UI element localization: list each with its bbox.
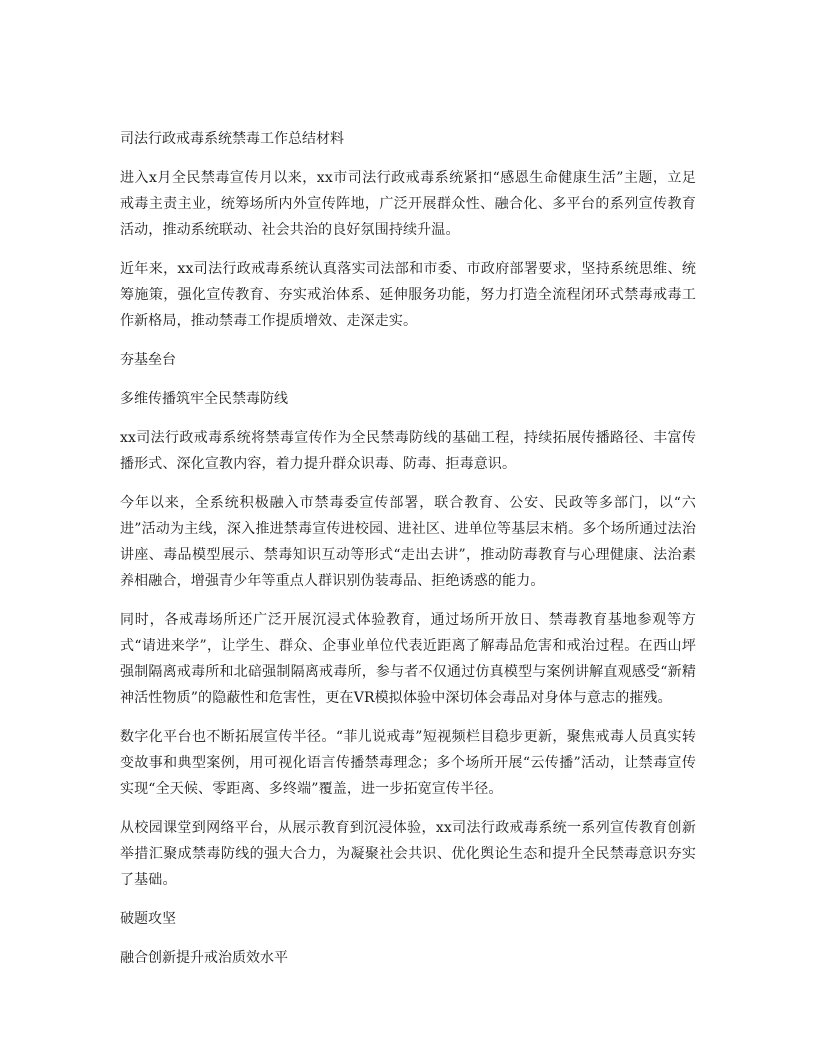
section2-subheading: 融合创新提升戒治质效水平 [120,950,288,966]
document-title: 司法行政戒毒系统禁毒工作总结材料 [120,131,344,147]
section1-paragraph-3: 同时，各戒毒场所还广泛开展沉浸式体验教育，通过场所开放日、禁毒教育基地参观等方式“请进来学”，让学生、群众、企事业单位代表近距离了解毒品危害和戒治过程。在西山坪强制隔离戒毒所和北碚强制隔离戒毒所，参与者不仅通过仿真模型与案例讲解直观感受“新精神活性物质”的隐蔽性和危害性，更在VR模拟体验中深切体会毒品对身体与意志的摧残。 [120,612,696,706]
section1-paragraph-1: xx司法行政戒毒系统将禁毒宣传作为全民禁毒防线的基础工程，持续拓展传播路径、丰富传播形式、深化宣教内容，着力提升群众识毒、防毒、拒毒意识。 [120,430,696,472]
section1-paragraph-4: 数字化平台也不断拓展宣传半径。“菲儿说戒毒”短视频栏目稳步更新，聚焦戒毒人员真实转变故事和典型案例，用可视化语言传播禁毒理念；多个场所开展“云传播”活动，让禁毒宣传实现“全天候、零距离、多终端”覆盖，进一步拓宽宣传半径。 [120,729,696,797]
intro-paragraph-1: 进入x月全民禁毒宣传月以来，xx市司法行政戒毒系统紧扣“感恩生命健康生活”主题，立足戒毒主责主业，统筹场所内外宣传阵地，广泛开展群众性、融合化、多平台的系列宣传教育活动，推动系统联动、社会共治的良好氛围持续升温。 [120,170,696,238]
section1-paragraph-2: 今年以来，全系统积极融入市禁毒委宣传部署，联合教育、公安、民政等多部门，以“六进”活动为主线，深入推进禁毒宣传进校园、进社区、进单位等基层末梢。多个场所通过法治讲座、毒品模型展示、禁毒知识互动等形式“走出去讲”，推动防毒教育与心理健康、法治素养相融合，增强青少年等重点人群识别伪装毒品、拒绝诱惑的能力。 [120,495,696,589]
intro-paragraph-2: 近年来，xx司法行政戒毒系统认真落实司法部和市委、市政府部署要求，坚持系统思维、统筹施策，强化宣传教育、夯实戒治体系、延伸服务功能，努力打造全流程闭环式禁毒戒毒工作新格局，推动禁毒工作提质增效、走深走实。 [120,261,696,329]
section1-paragraph-5: 从校园课堂到网络平台，从展示教育到沉浸体验，xx司法行政戒毒系统一系列宣传教育创新举措汇聚成禁毒防线的强大合力，为凝聚社会共识、优化舆论生态和提升全民禁毒意识夯实了基础。 [120,820,696,888]
section1-heading: 夯基垒台 [120,352,176,368]
section2-heading: 破题攻坚 [120,911,176,927]
section1-subheading: 多维传播筑牢全民禁毒防线 [120,391,288,407]
document-page [120,126,696,984]
